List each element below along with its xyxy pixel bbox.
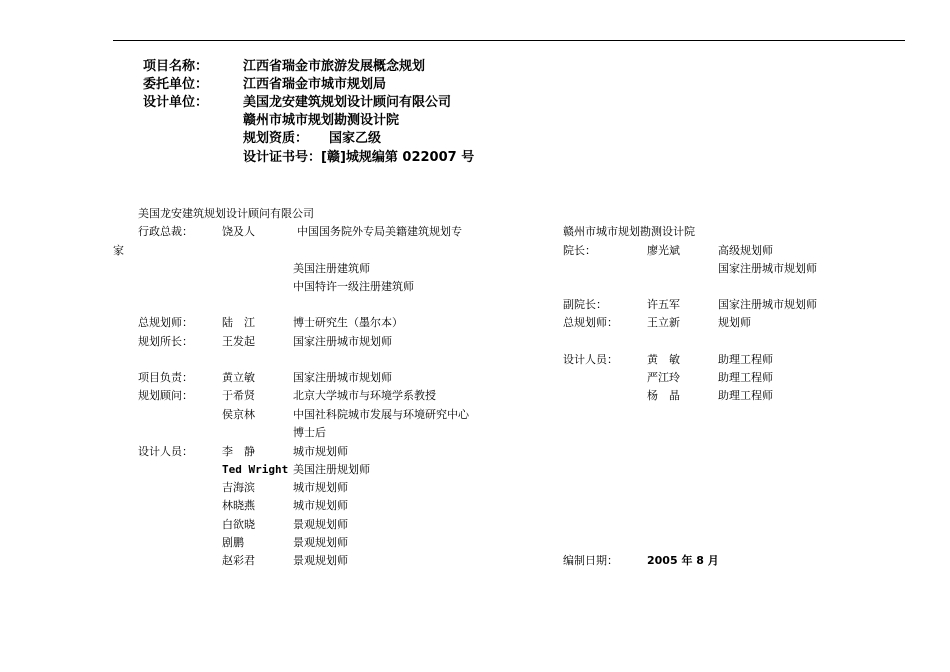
vice-title: 国家注册城市规划师 xyxy=(718,298,817,311)
dean-title-1: 高级规划师 xyxy=(718,244,773,257)
advisor1-name: 于希贤 xyxy=(222,389,255,402)
right-designer-name: 严江玲 xyxy=(647,371,680,384)
qualification-value: 国家乙级 xyxy=(329,131,382,146)
designers-label: 设计人员： xyxy=(138,445,193,458)
designer-title: 城市规划师 xyxy=(293,445,348,458)
admin-title-3: 中国特许一级注册建筑师 xyxy=(293,280,414,293)
chief-name: 陆 江 xyxy=(222,316,255,329)
designer-name: 白欲晓 xyxy=(222,518,255,531)
admin-title-1b: 家 xyxy=(113,244,124,257)
advisor2-name: 侯京林 xyxy=(222,408,255,421)
designer-title: 景观规划师 xyxy=(293,518,348,531)
lead-label: 项目负责： xyxy=(138,371,193,384)
client-value: 江西省瑞金市城市规划局 xyxy=(243,77,387,92)
dept-label: 规划所长： xyxy=(138,335,193,348)
admin-title-1a: 中国国务院外专局美籍建筑规划专 xyxy=(297,225,462,238)
left-company: 美国龙安建筑规划设计顾问有限公司 xyxy=(138,207,314,220)
designer-title: 美国注册规划师 xyxy=(293,463,370,476)
client-label: 委托单位： xyxy=(143,77,209,92)
right-designer-name: 黄 敏 xyxy=(647,353,680,366)
advisor2-title-b: 博士后 xyxy=(293,426,326,439)
date-label: 编制日期： xyxy=(563,554,618,567)
right-designer-title: 助理工程师 xyxy=(718,371,773,384)
designer-name: 李 静 xyxy=(222,445,255,458)
dean-label: 院长： xyxy=(563,244,596,257)
right-chief-label: 总规划师： xyxy=(563,316,618,329)
right-chief-name: 王立新 xyxy=(647,316,680,329)
designer-title: 城市规划师 xyxy=(293,499,348,512)
vice-name: 许五军 xyxy=(647,298,680,311)
chief-label: 总规划师： xyxy=(138,316,193,329)
admin-title-2: 美国注册建筑师 xyxy=(293,262,370,275)
dean-title-2: 国家注册城市规划师 xyxy=(718,262,817,275)
designer-name: 吉海滨 xyxy=(222,481,255,494)
designer-label: 设计单位： xyxy=(143,95,209,110)
right-designers-label: 设计人员： xyxy=(563,353,618,366)
qualification-label: 规划资质： xyxy=(243,131,309,146)
designer-name: 剧鹏 xyxy=(222,536,244,549)
admin-label: 行政总裁： xyxy=(138,225,193,238)
dept-title: 国家注册城市规划师 xyxy=(293,335,392,348)
right-designer-title: 助理工程师 xyxy=(718,353,773,366)
designer-name: 林晓燕 xyxy=(222,499,255,512)
lead-name: 黄立敏 xyxy=(222,371,255,384)
right-designer-title: 助理工程师 xyxy=(718,389,773,402)
advisor1-title: 北京大学城市与环境学系教授 xyxy=(293,389,436,402)
vice-label: 副院长： xyxy=(563,298,607,311)
project-name-value: 江西省瑞金市旅游发展概念规划 xyxy=(243,59,426,74)
designer-name: 赵彩君 xyxy=(222,554,255,567)
admin-name: 饶及人 xyxy=(222,225,255,238)
dean-name: 廖光斌 xyxy=(647,244,680,257)
lead-title: 国家注册城市规划师 xyxy=(293,371,392,384)
chief-title: 博士研究生（墨尔本） xyxy=(293,316,403,329)
right-designer-name: 杨 晶 xyxy=(647,389,680,402)
designer-title: 景观规划师 xyxy=(293,554,348,567)
designer-title: 城市规划师 xyxy=(293,481,348,494)
right-company: 赣州市城市规划勘测设计院 xyxy=(563,225,695,238)
designer-value-2: 赣州市城市规划勘测设计院 xyxy=(243,113,400,128)
advisor2-title-a: 中国社科院城市发展与环境研究中心 xyxy=(293,408,469,421)
top-rule xyxy=(113,40,905,41)
right-chief-title: 规划师 xyxy=(718,316,751,329)
certificate-number: 设计证书号：[赣]城规编第 022007 号 xyxy=(243,150,475,165)
dept-name: 王发起 xyxy=(222,335,255,348)
project-name-label: 项目名称： xyxy=(143,59,209,74)
date-value: 2005 年 8 月 xyxy=(647,554,719,567)
designer-name: Ted Wright xyxy=(222,463,289,476)
designer-value-1: 美国龙安建筑规划设计顾问有限公司 xyxy=(243,95,452,110)
designer-title: 景观规划师 xyxy=(293,536,348,549)
advisor-label: 规划顾问： xyxy=(138,389,193,402)
